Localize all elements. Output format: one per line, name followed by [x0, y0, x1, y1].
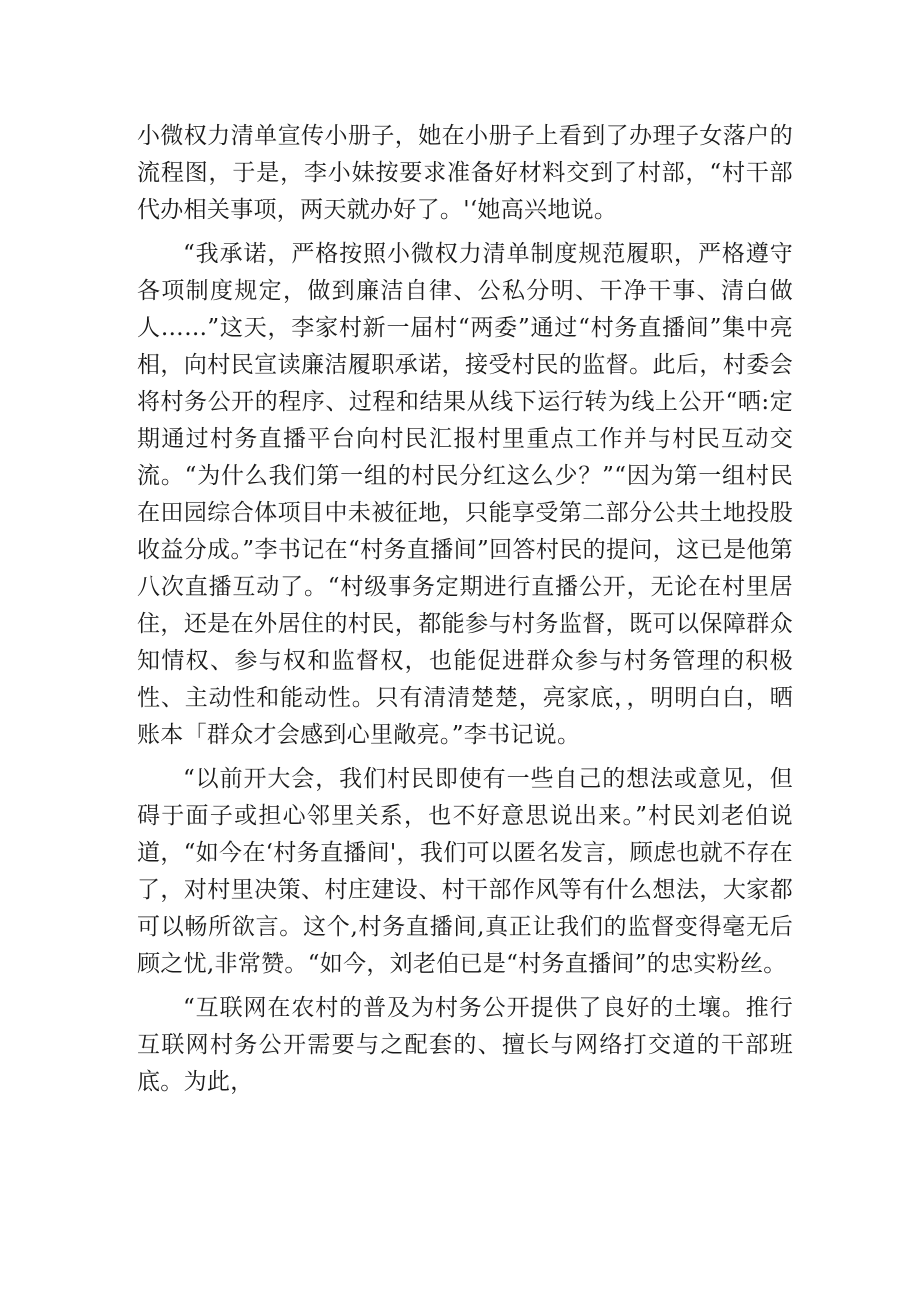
- paragraph-1: 小微权力清单宣传小册子，她在小册子上看到了办理子女落户的流程图，于是，李小妹按要求准备好材料交到了村部，“村干部代办相关事项，两天就办好了。'‘她高兴地说。: [137, 123, 793, 223]
- paragraph-2: “我承诺，严格按照小微权力清单制度规范履职，严格遵守各项制度规定，做到廉洁自律、公私分明、干净干事、清白做人……”这天，李家村新一届村“两委”通过“村务直播间”集中亮相，向村民宣读廉洁履职承诺，接受村民的监督。此后，村委会将村务公开的程序、过程和结果从线下运行转为线上公开“晒:定期通过村务直播平台向村民汇报村里重点工作并与村民互动交流。“为什么我们第一组的村民分红这么少？”“因为第一组村民在田园综合体项目中未被征地，只能享受第二部分公共土地投股收益分成。”李书记在“村务直播间”回答村民的提问，这已是他第八次直播互动了。“村级事务定期进行直播公开，无论在村里居住，还是在外居住的村民，都能参与村务监督，既可以保障群众知情权、参与权和监督权，也能促进群众参与村务管理的积极性、主动性和能动性。只有清清楚楚，亮家底，，明明白白，晒账本「群众才会感到心里敞亮。”李书记说。: [137, 241, 793, 748]
- document-body: [137, 118, 793, 1108]
- paragraph-4: “互联网在农村的普及为村务公开提供了良好的土壤。推行互联网村务公开需要与之配套的、擅长与网络打交道的干部班底。为此，: [137, 995, 793, 1095]
- paragraph-3: “以前开大会，我们村民即使有一些自己的想法或意见，但碍于面子或担心邻里关系，也不好意思说出来。”村民刘老伯说道，“如今在‘村务直播间'，我们可以匿名发言，顾虑也就不存在了，对村里决策、村庄建设、村干部作风等有什么想法，大家都可以畅所欲言。这个,村务直播间,真正让我们的监督变得毫无后顾之忧,非常赞。“如今，刘老伯已是“村务直播间”的忠实粉丝。: [137, 766, 793, 977]
